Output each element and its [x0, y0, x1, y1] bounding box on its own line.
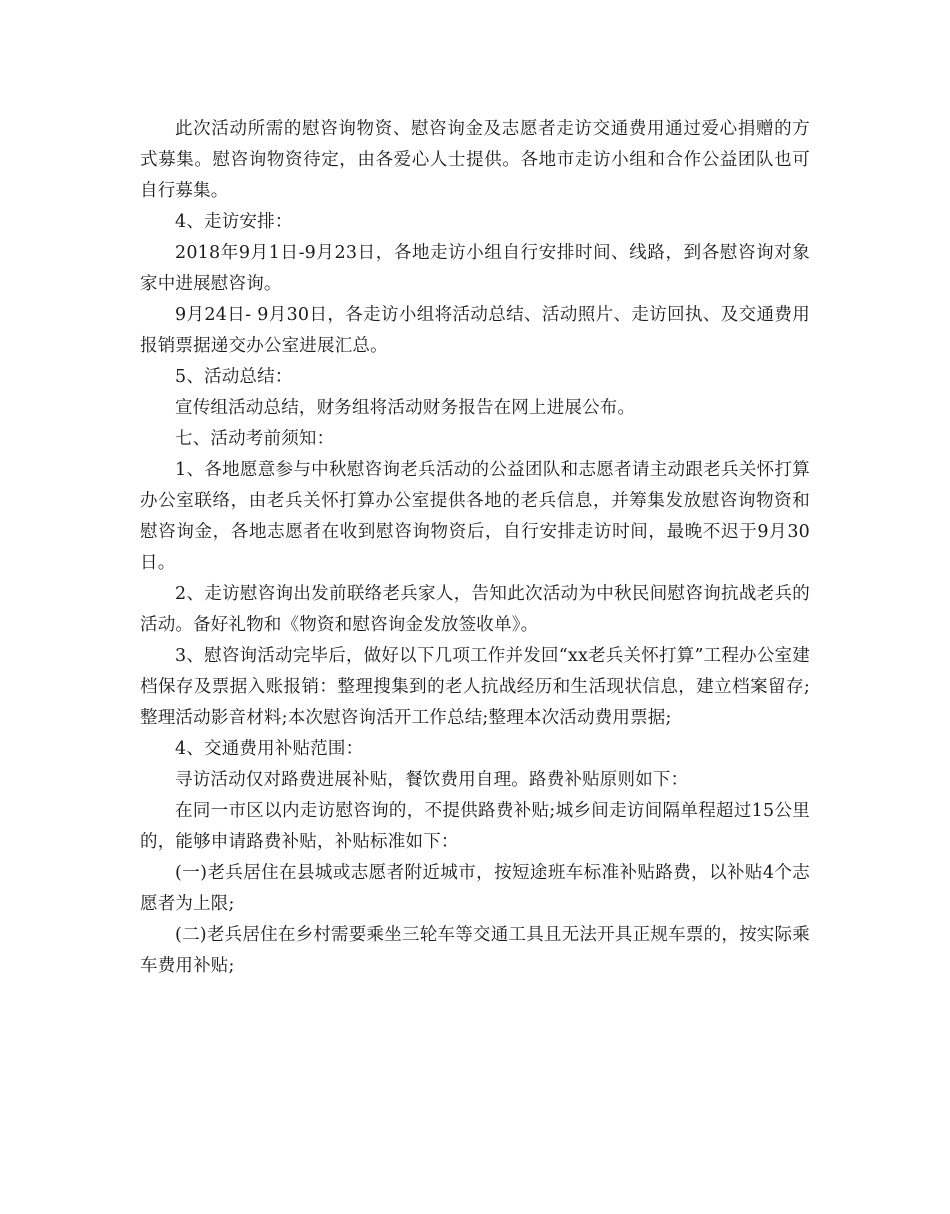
heading-visit-schedule: 4、走访安排： [175, 212, 293, 232]
heading-transport-subsidy: 4、交通费用补贴范围： [175, 739, 364, 759]
heading-notes: 七、活动考前须知： [175, 429, 335, 449]
paragraph-note-2: 2、走访慰咨询出发前联络老兵家人，告知此次活动为中秋民间慰咨询抗战老兵的活动。备好礼物和《物资和慰咨询金发放签收单》。 [140, 584, 810, 635]
paragraph-subsidy-item-1: (一)老兵居住在县城或志愿者附近城市，按短途班车标准补贴路费，以补贴4个志愿者为上限; [140, 863, 810, 914]
paragraph-subsidy-principle: 寻访活动仅对路费进展补贴，餐饮费用自理。路费补贴原则如下： [175, 770, 689, 790]
heading-activity-summary: 5、活动总结： [175, 367, 293, 387]
paragraph-note-3: 3、慰咨询活动完毕后，做好以下几项工作并发回“xx老兵关怀打算”工程办公室建档保存及票据入账报销：整理搜集到的老人抗战经历和生活现状信息，建立档案留存;整理活动影音材料;本次慰咨询活开工作总结;整理本次活动费用票据; [140, 646, 810, 728]
paragraph-subsidy-distance: 在同一市区以内走访慰咨询的，不提供路费补贴;城乡间走访间隔单程超过15公里的，能够申请路费补贴，补贴标准如下： [140, 801, 810, 852]
paragraph-note-1: 1、各地愿意参与中秋慰咨询老兵活动的公益团队和志愿者请主动跟老兵关怀打算办公室联络，由老兵关怀打算办公室提供各地的老兵信息，并筹集发放慰咨询物资和慰咨询金，各地志愿者在收到慰咨询物资后，自行安排走访时间，最晚不迟于9月30日。 [140, 460, 810, 573]
paragraph-funding: 此次活动所需的慰咨询物资、慰咨询金及志愿者走访交通费用通过爱心捐赠的方式募集。慰咨询物资待定，由各爱心人士提供。各地市走访小组和合作公益团队也可自行募集。 [140, 119, 810, 201]
paragraph-summary-submission: 9月24日- 9月30日，各走访小组将活动总结、活动照片、走访回执、及交通费用报销票据递交办公室进展汇总。 [140, 305, 810, 356]
paragraph-subsidy-item-2: (二)老兵居住在乡村需要乘坐三轮车等交通工具且无法开具正规车票的，按实际乘车费用补贴; [140, 925, 810, 976]
paragraph-summary-publication: 宣传组活动总结，财务组将活动财务报告在网上进展公布。 [175, 398, 636, 418]
document-body [140, 114, 810, 982]
paragraph-visit-dates: 2018年9月1日-9月23日，各地走访小组自行安排时间、线路，到各慰咨询对象家中进展慰咨询。 [140, 243, 810, 294]
